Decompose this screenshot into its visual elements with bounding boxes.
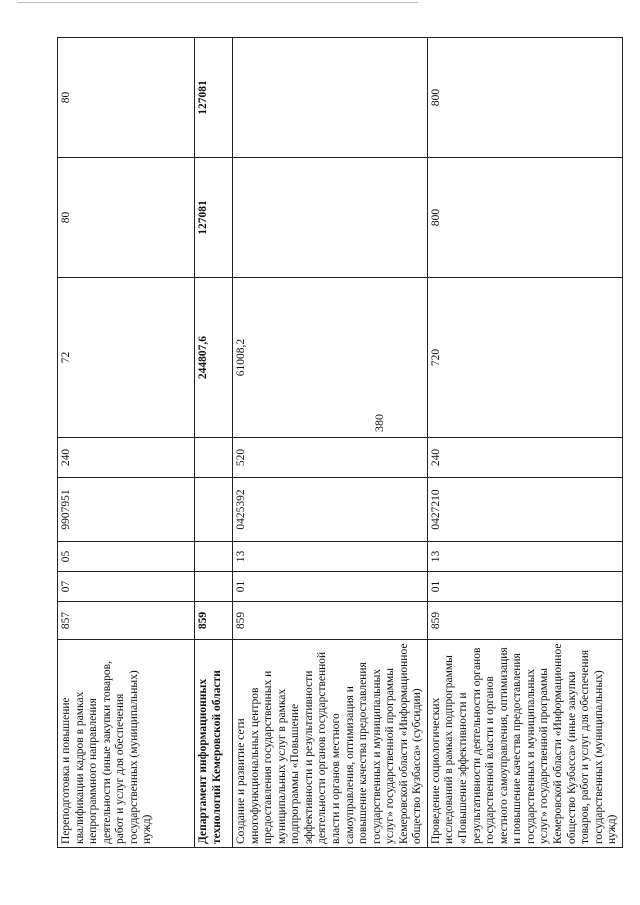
target-code: 9907951 — [58, 478, 195, 542]
value-col-3 — [233, 38, 428, 158]
value-col-1: 61008,2 — [233, 278, 428, 438]
value-col-3: 80 — [58, 38, 195, 158]
expense-type-code: 240 — [427, 438, 622, 478]
subsection-code: 13 — [233, 542, 428, 572]
target-code: 0427210 — [427, 478, 622, 542]
table-row — [427, 38, 622, 848]
row-description: Департамент информационных технологий Кемеровской области — [195, 640, 233, 848]
value-col-3: 800 — [427, 38, 622, 158]
section-code: 01 — [233, 572, 428, 602]
section-code: 07 — [58, 572, 195, 602]
subsection-code: 13 — [427, 542, 622, 572]
expense-type-code: 240 — [58, 438, 195, 478]
value-col-2: 80 — [58, 158, 195, 278]
target-code: 0425392 — [233, 478, 428, 542]
table-row — [195, 38, 233, 848]
target-code — [195, 478, 233, 542]
subsection-code: 05 — [58, 542, 195, 572]
budget-table — [57, 37, 623, 848]
table-row — [233, 38, 428, 848]
row-description: Создание и развитие сети многофункциональных центров предоставления государственных и муниципальных услуг в рамках подпрограммы «Повышение эффективности и результативности деятельности органов государственной власти и органов местного самоуправления, оптимизация и повышение качества предоставления государственных и муниципальных услуг» государственной программы Кемеровской области «Информационное общество Кузбасса» (субсидии) — [233, 640, 428, 848]
scan-edge-line — [18, 2, 418, 3]
section-code — [195, 572, 233, 602]
ministry-code: 859 — [233, 602, 428, 640]
table-row — [58, 38, 195, 848]
subsection-code — [195, 542, 233, 572]
value-col-3: 127081 — [195, 38, 233, 158]
ministry-code: 859 — [427, 602, 622, 640]
value-col-2: 127081 — [195, 158, 233, 278]
rotated-page-content — [57, 38, 619, 848]
ministry-code: 857 — [58, 602, 195, 640]
section-code: 01 — [427, 572, 622, 602]
page-number: 380 — [372, 414, 386, 432]
value-col-1: 720 — [427, 278, 622, 438]
value-col-2 — [233, 158, 428, 278]
expense-type-code: 520 — [233, 438, 428, 478]
expense-type-code — [195, 438, 233, 478]
ministry-code: 859 — [195, 602, 233, 640]
row-description: Переподготовка и повышение квалификации кадров в рамках непрограммного направления деятельности (иные закупки товаров, работ и услуг для обеспечения государственных (муниципальных) нужд) — [58, 640, 195, 848]
value-col-1: 72 — [58, 278, 195, 438]
value-col-2: 800 — [427, 158, 622, 278]
value-col-1: 244807,6 — [195, 278, 233, 438]
row-description: Проведение социологических исследований в рамках подпрограммы «Повышение эффективности и результативности деятельности органов государственной власти и органов местного самоуправления, оптимизация и повышение качества предоставления государственных и муниципальных услуг» государственной программы Кемеровской области «Информационное общество Кузбасса» (иные закупки товаров, работ и услуг для обеспечения государственных (муниципальных) нужд) — [427, 640, 622, 848]
